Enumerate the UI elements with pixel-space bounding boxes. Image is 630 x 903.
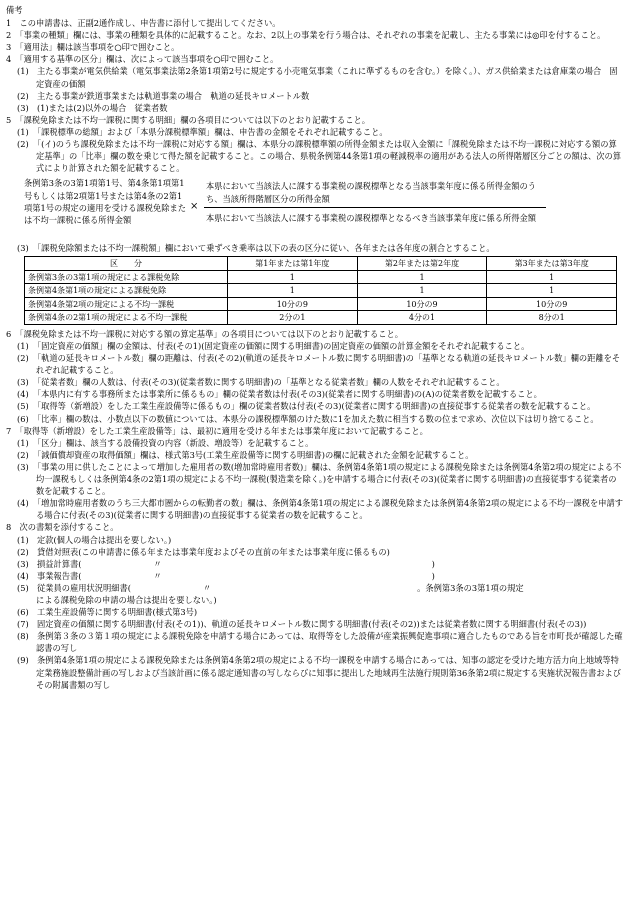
remarks-document [6, 4, 624, 691]
rate-table-row [25, 297, 617, 311]
item5-subs [6, 126, 624, 174]
item-no: 8 [6, 522, 12, 533]
rate-table [24, 256, 617, 325]
row-label: 条例第4条の2第1項の規定による不均一課税 [25, 311, 228, 325]
item-text: 「課税免除または不均一課税に対応する額の算定基準」の各項目については以下のとおり記載すること。 [19, 328, 403, 339]
item-text: 「固定資産の価額」欄の金額は、付表(その1)(固定資産の価額に関する明細書)の固定資産の価額の計算金額をそれぞれ記載すること。 [36, 341, 530, 351]
item-text: 条例第4条第1項の規定による課税免除または条例第4条第2項の規定による不均一課税を申請する場合にあっては、知事の認定を受けた地方活力向上地域等特定業務施設整備計画の写しおよび当該計画に係る認定通知書の写しならびに知事に提出した地域再生法施行規則第36条第2項に規定する実施状況報告書およびその附属書類の写し [36, 655, 621, 690]
list-item [6, 17, 624, 29]
list-item [6, 437, 624, 449]
list-item [6, 340, 624, 352]
item-no: (4) [17, 570, 29, 581]
item-text: 「取得等（新増設）をした工業生産設備等」は、最初に適用を受ける年または事業年度において記載すること。 [19, 425, 428, 436]
item-no: (4) [17, 498, 29, 509]
item-7 [6, 425, 624, 437]
list-item [6, 558, 624, 570]
rate-cell: 8分の1 [487, 311, 617, 325]
item-text: 「課税免除または不均一課税に関する明細」欄の各項目については以下のとおり記載すること。 [19, 114, 370, 125]
item-close: ) [431, 558, 435, 569]
fraction-bar [204, 207, 546, 208]
item-close: 。条例第3条の3第1項の規定 [417, 582, 524, 593]
list-item [6, 41, 624, 53]
item-text: 「取得等（新増設）をした工業生産設備等に係るもの」欄の従業者数は付表(その3)(従業者に関する明細書)の直接従事する従業者の数を記載すること。 [36, 401, 596, 412]
item-text: 「事業の用に供したことによって増加した雇用者の数(増加常時雇用者数)」欄は、条例第4条第1項の規定による課税免除または条例第4条第2項の規定による不均一課税もしくは条例第4条の2第1項の規定による不均一課税(製造業を除く。)を申請する場合に付表(その3)(従業者に関する明細書)の直接従事する従業者の数を記載すること。 [36, 461, 622, 497]
item-no: 4 [6, 54, 12, 65]
item-no: 5 [6, 114, 12, 125]
item-no: (2) [17, 353, 29, 364]
item-no: (1) [17, 437, 29, 448]
item-label: 事業報告書( [36, 570, 82, 581]
item-close: ) [431, 570, 435, 581]
item-no: (9) [17, 655, 29, 666]
formula-denominator: 本県において当該法人に課する事業税の課税標準となるべき当該事業年度に係る所得金額 [206, 213, 536, 224]
row-label: 条例第4条第2項の規定による不均一課税 [25, 297, 228, 311]
item-no: (7) [17, 619, 29, 630]
header-cell: 第1年または第1年度 [228, 257, 358, 271]
row-label: 条例第3条の3第1項の規定による課税免除 [25, 270, 228, 284]
header-cell: 区 分 [25, 257, 228, 271]
list-item [6, 606, 624, 618]
list-item [6, 582, 624, 606]
rate-cell: 1 [357, 284, 487, 298]
header-cell: 第3年または第3年度 [487, 257, 617, 271]
item-text: 「増加常時雇用者数のうち三大都市圏からの転勤者の数」欄は、条例第4条第1項の規定による課税免除または条例第4条第2項の規定による不均一課税を申請する場合に付表(その3)(従業者に関する明細書)の直接従事する従業者の数を記載すること。 [36, 498, 624, 521]
rate-table-row [25, 311, 617, 325]
rate-cell: 2分の1 [228, 311, 358, 325]
list-item [6, 53, 624, 65]
item-no: (2) [17, 90, 29, 101]
item-text: 条例第３条の３第１項の規定による課税免除を申請する場合にあっては、取得等をした設備が産業振興促進事項に適合したものである旨を市町長が確認した確認書の写し [36, 631, 623, 654]
item-no: 7 [6, 425, 12, 436]
item-no: (3) [17, 558, 29, 569]
item-text: 貸借対照表(この申請書に係る年または事業年度およびその直前の年または事業年度に係るもの) [36, 546, 390, 557]
rate-cell: 1 [228, 270, 358, 284]
item-text: 固定資産の価額に関する明細書(付表(その1))、軌道の延長キロメートル数に関する明細書(付表(その2))または従業者数に関する明細書(付表(その3)) [36, 619, 587, 630]
item-text: 主たる事業が電気供給業（電気事業法第2条第1項第2号に規定する小売電気事業（これに準ずるものを含む。）を除く。）、ガス供給業または倉庫業の場合 固定資産の価額 [36, 66, 618, 89]
list-item [6, 102, 624, 114]
item-no: (3) [17, 461, 29, 472]
item-no: (6) [17, 607, 29, 618]
item-5-3 [6, 242, 624, 254]
item-continuation: による課税免除の申請の場合は提出を要しない。) [36, 594, 217, 605]
item-no: (1) [17, 534, 29, 545]
formula [24, 177, 624, 239]
row-label: 条例第4条第1項の規定による課税免除 [25, 284, 228, 298]
item-6 [6, 328, 624, 340]
item-text: 「比率」欄の数は、小数点以下の数値については、本県分の課税標準額のけた数に1を加えた数に相当する数の位まで求め、次位以下は切り捨てること。 [36, 413, 599, 424]
item-no: (8) [17, 631, 29, 642]
item-text: 「本県内に有する事務所または事業所に係るもの」欄の従業者数は付表(その3)(従業者に関する明細書)の(A)の従業者数を記載すること。 [36, 389, 542, 400]
list-item [6, 570, 624, 582]
item-no: (6) [17, 413, 29, 424]
item-no: (3) [17, 102, 29, 113]
list-item [6, 29, 624, 41]
rate-cell: 4分の1 [357, 311, 487, 325]
list-item [6, 126, 624, 138]
item-no: (5) [17, 401, 29, 412]
item-label: 従業員の雇用状況明細書( [36, 582, 131, 593]
item-text: 工業生産設備等に関する明細書(様式第3号) [36, 607, 198, 618]
item-no: 2 [6, 30, 12, 41]
heading: 備考 [6, 5, 23, 15]
item-no: (5) [17, 582, 29, 593]
item-text: 主たる事業が鉄道事業または軌道事業の場合 軌道の延長キロメートル数 [36, 90, 310, 101]
item-text: 次の書類を添付すること。 [19, 522, 119, 533]
multiply-sign: × [190, 201, 199, 213]
rate-cell: 1 [487, 284, 617, 298]
item8-subs [6, 534, 624, 691]
item-no: 6 [6, 328, 12, 339]
item-text: 「課税免除額または不均一課税額」欄において乗ずべき乗率は以下の表の区分に従い、各年または各年度の割合とすること。 [36, 243, 495, 254]
list-item [6, 546, 624, 558]
rate-cell: 10分の9 [228, 297, 358, 311]
item-no: (2) [17, 449, 29, 460]
item-no: 1 [6, 18, 12, 29]
item-text: 「(イ)のうち課税免除または不均一課税に対応する額」欄は、本県分の課税標準額の所得金額または収入金額に「課税免除または不均一課税に対応する額の算定基準」の「比率」欄の数を乗じて得た額を記載すること。この場合、県税条例第44条第1項の軽減税率の適用がある法人の所得階層区分ごとの額は、次の算式により計算された額を記載すること。 [36, 139, 621, 174]
item-text: この申請書は、正副2通作成し、申告書に添付して提出してください。 [19, 18, 281, 29]
header-cell: 第2年または第2年度 [357, 257, 487, 271]
formula-left: 条例第3条の3第1項第1号、第4条第1項第1号もしくは第2項第1号または第4条の2第1項第1号の規定の適用を受ける課税免除または不均一課税に係る所得金額 [24, 178, 186, 225]
list-item [6, 376, 624, 388]
list-item [6, 90, 624, 102]
item-text: 「課税標準の総額」および「本県分課税標準額」欄は、申告書の金額をそれぞれ記載すること。 [36, 126, 388, 137]
list-item [6, 388, 624, 400]
item-no: (2) [17, 546, 29, 557]
item-no: (2) [17, 139, 29, 150]
item-8 [6, 521, 624, 533]
list-item [6, 449, 624, 461]
list-item [6, 413, 624, 425]
item-no: (3) [17, 377, 29, 388]
ditto-mark: 〃 [153, 570, 162, 581]
list-item [6, 497, 624, 521]
item-text: 定款(個人の場合は提出を要しない。) [36, 534, 172, 545]
item-text: 「適用法」欄は該当事項を○印で囲むこと。 [19, 42, 180, 53]
list-item [6, 461, 624, 497]
list-item [6, 654, 624, 690]
list-item [6, 400, 624, 412]
item-text: 「適用する基準の区分」欄は、次によって該当事項を○印で囲むこと。 [19, 54, 279, 65]
rate-cell: 10分の9 [357, 297, 487, 311]
rate-table-row [25, 284, 617, 298]
rate-cell: 10分の9 [487, 297, 617, 311]
item-label: 損益計算書( [36, 558, 82, 569]
item7-subs [6, 437, 624, 522]
items-1-4 [6, 17, 624, 65]
list-item [6, 618, 624, 630]
list-item [6, 138, 624, 174]
item-no: (1) [17, 341, 29, 351]
item-text: 「従業者数」欄の人数は、付表(その3)(従業者数に関する明細書)の「基準となる従業者数」欄の人数をそれぞれ記載すること。 [36, 377, 505, 388]
item4-subs [6, 65, 624, 113]
ditto-mark: 〃 [153, 558, 162, 569]
formula-numerator: 本県において当該法人に課する事業税の課税標準となる当該事業年度に係る所得金額のうち、当該所得階層区分の所得金額 [206, 181, 536, 204]
rate-cell: 1 [487, 270, 617, 284]
item-no: (4) [17, 389, 29, 400]
item-text: 「事業の種類」欄には、事業の種類を具体的に記載すること。なお、2以上の事業を行う場合は、それぞれの事業を記載し、主たる事業には◎印を付すること。 [19, 30, 606, 41]
item-no: 3 [6, 42, 12, 53]
list-item [6, 534, 624, 546]
item6-subs [6, 340, 624, 425]
item-text: (1)または(2)以外の場合 従業者数 [36, 102, 168, 113]
item-no: (1) [17, 126, 29, 137]
list-item [6, 352, 624, 376]
rate-cell: 1 [357, 270, 487, 284]
list-item [6, 65, 624, 89]
rate-table-header [25, 257, 617, 271]
item-no: (3) [17, 243, 29, 254]
item-text: 「軌道の延長キロメートル数」欄の距離は、付表(その2)(軌道の延長キロメートル数に関する明細書)の「基準となる軌道の延長キロメートル数」欄の距離をそれぞれ記載すること。 [36, 353, 621, 376]
item-5 [6, 114, 624, 126]
item-text: 「減価償却資産の取得価額」欄は、様式第3号(工業生産設備等に関する明細書)の欄に記載された金額を記載すること。 [36, 449, 474, 460]
rate-table-row [25, 270, 617, 284]
item-text: 「区分」欄は、該当する設備投資の内容（新設、増設等）を記載すること。 [36, 437, 314, 448]
item-no: (1) [17, 66, 29, 77]
rate-cell: 1 [228, 284, 358, 298]
ditto-mark: 〃 [202, 582, 212, 593]
list-item [6, 630, 624, 654]
